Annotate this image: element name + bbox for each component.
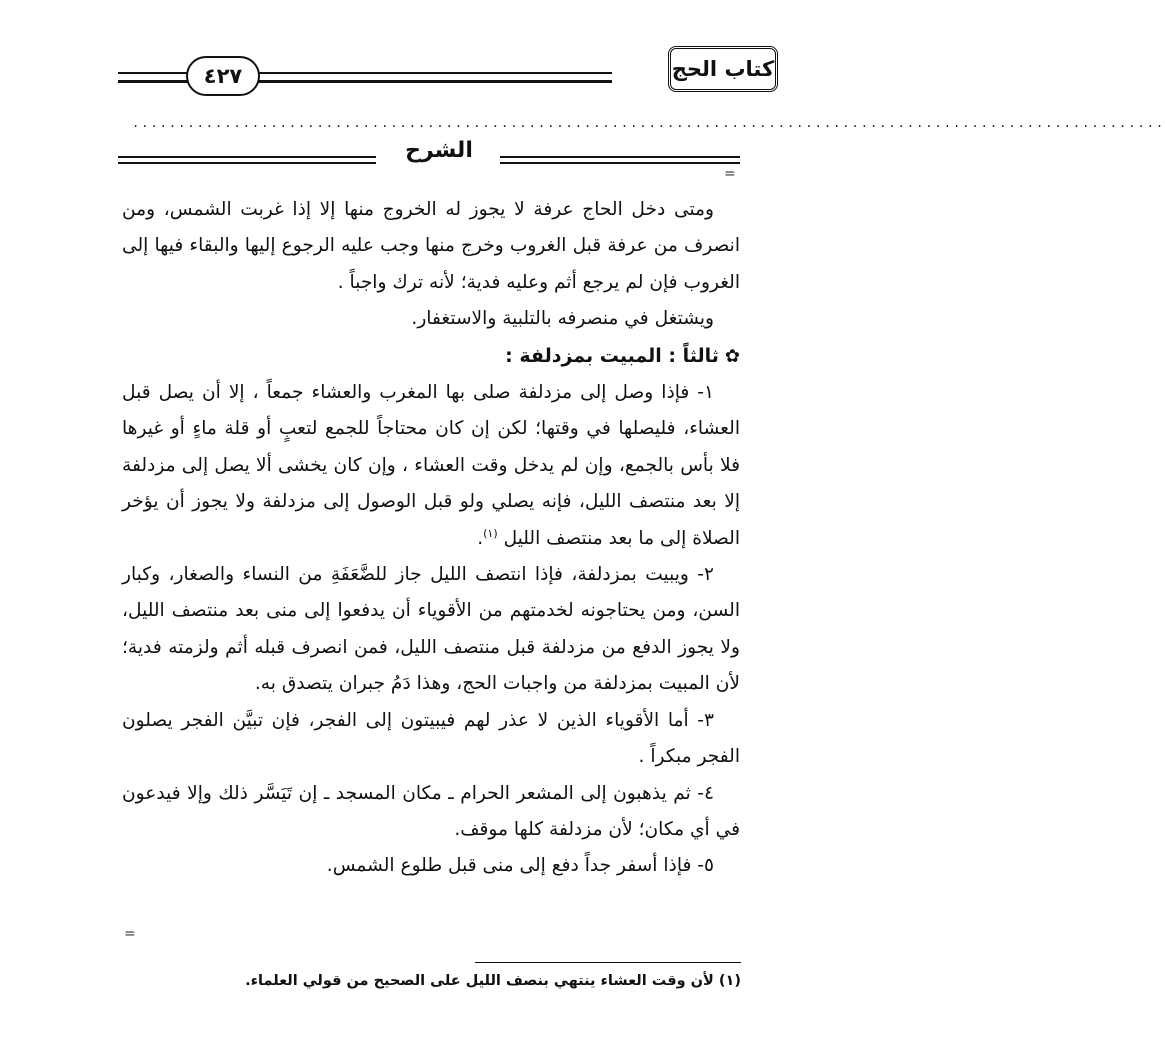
- footnote: (١) لأن وقت العشاء ينتهي بنصف الليل على الصحيح من قولي العلماء.: [245, 973, 741, 989]
- section-rule-right-1: [500, 156, 740, 158]
- flower-icon: ✿: [724, 345, 740, 367]
- margin-mark-top: =: [724, 166, 736, 182]
- list-item: [122, 375, 740, 557]
- list-item-end: .: [477, 527, 484, 549]
- section-title: الشرح: [405, 138, 473, 163]
- page-number: ٤٢٧: [186, 56, 260, 96]
- footnote-rule: [475, 962, 741, 963]
- section-rule-left-2: [118, 162, 376, 164]
- paragraph: ويشتغل في منصرفه بالتلبية والاستغفار.: [411, 308, 714, 330]
- dotted-separator: ................................................................................................................: [132, 116, 1165, 130]
- section-rule-left-1: [118, 156, 376, 158]
- paragraph: ومتى دخل الحاج عرفة لا يجوز له الخروج منها إلا إذا غربت الشمس، ومن انصرف من عرفة قبل الغروب وخرج منها وجب عليه الرجوع إليها والبقاء فيها إلى الغروب فإن لم يرجع أثم وعليه فدية؛ لأنه ترك واجباً .: [122, 199, 740, 293]
- section-rule-right-2: [500, 162, 740, 164]
- body-text: [122, 192, 740, 885]
- list-item: ٤- ثم يذهبون إلى المشعر الحرام ـ مكان المسجد ـ إن تَيَسَّر ذلك وإلا فيدعون في أي مكان؛ لأن مزدلفة كلها موقف.: [122, 782, 740, 840]
- list-item-text: ١- فإذا وصل إلى مزدلفة صلى بها المغرب والعشاء جمعاً ، إلا أن يصل قبل العشاء، فليصلها في وقتها؛ لكن إن كان محتاجاً للجمع لتعبٍ أو قلة ماءٍ أو غيرها فلا بأس بالجمع، وإن لم يدخل وقت العشاء ، وإن كان يخشى ألا يصل إلى مزدلفة إلا بعد منتصف الليل، فإنه يصلي ولو قبل الوصول إلى مزدلفة ولا يجوز أن يؤخر الصلاة إلى ما بعد منتصف الليل: [122, 382, 740, 549]
- heading-text: ثالثاً : المبيت بمزدلفة :: [505, 344, 719, 367]
- section-heading: [122, 338, 740, 375]
- book-title: كتاب الحج: [668, 46, 778, 92]
- list-item: ٣- أما الأقوياء الذين لا عذر لهم فيبيتون إلى الفجر، فإن تبيَّن الفجر يصلون الفجر مبكراً .: [122, 709, 740, 768]
- list-item: ٢- ويبيت بمزدلفة، فإذا انتصف الليل جاز للضَّعَفَةِ من النساء والصغار، وكبار السن، ومن يحتاجونه لخدمتهم من الأقوياء أن يدفعوا إلى منى بعد منتصف الليل، ولا يجوز الدفع من مزدلفة قبل منتصف الليل، فمن انصرف قبله أثم ولزمته فدية؛ لأن المبيت بمزدلفة من واجبات الحج، وهذا دَمُ جبران يتصدق به.: [122, 564, 740, 695]
- list-item: ٥- فإذا أسفر جداً دفع إلى منى قبل طلوع الشمس.: [326, 855, 714, 877]
- margin-mark-bottom: =: [124, 926, 136, 942]
- footnote-ref: (١): [483, 526, 498, 540]
